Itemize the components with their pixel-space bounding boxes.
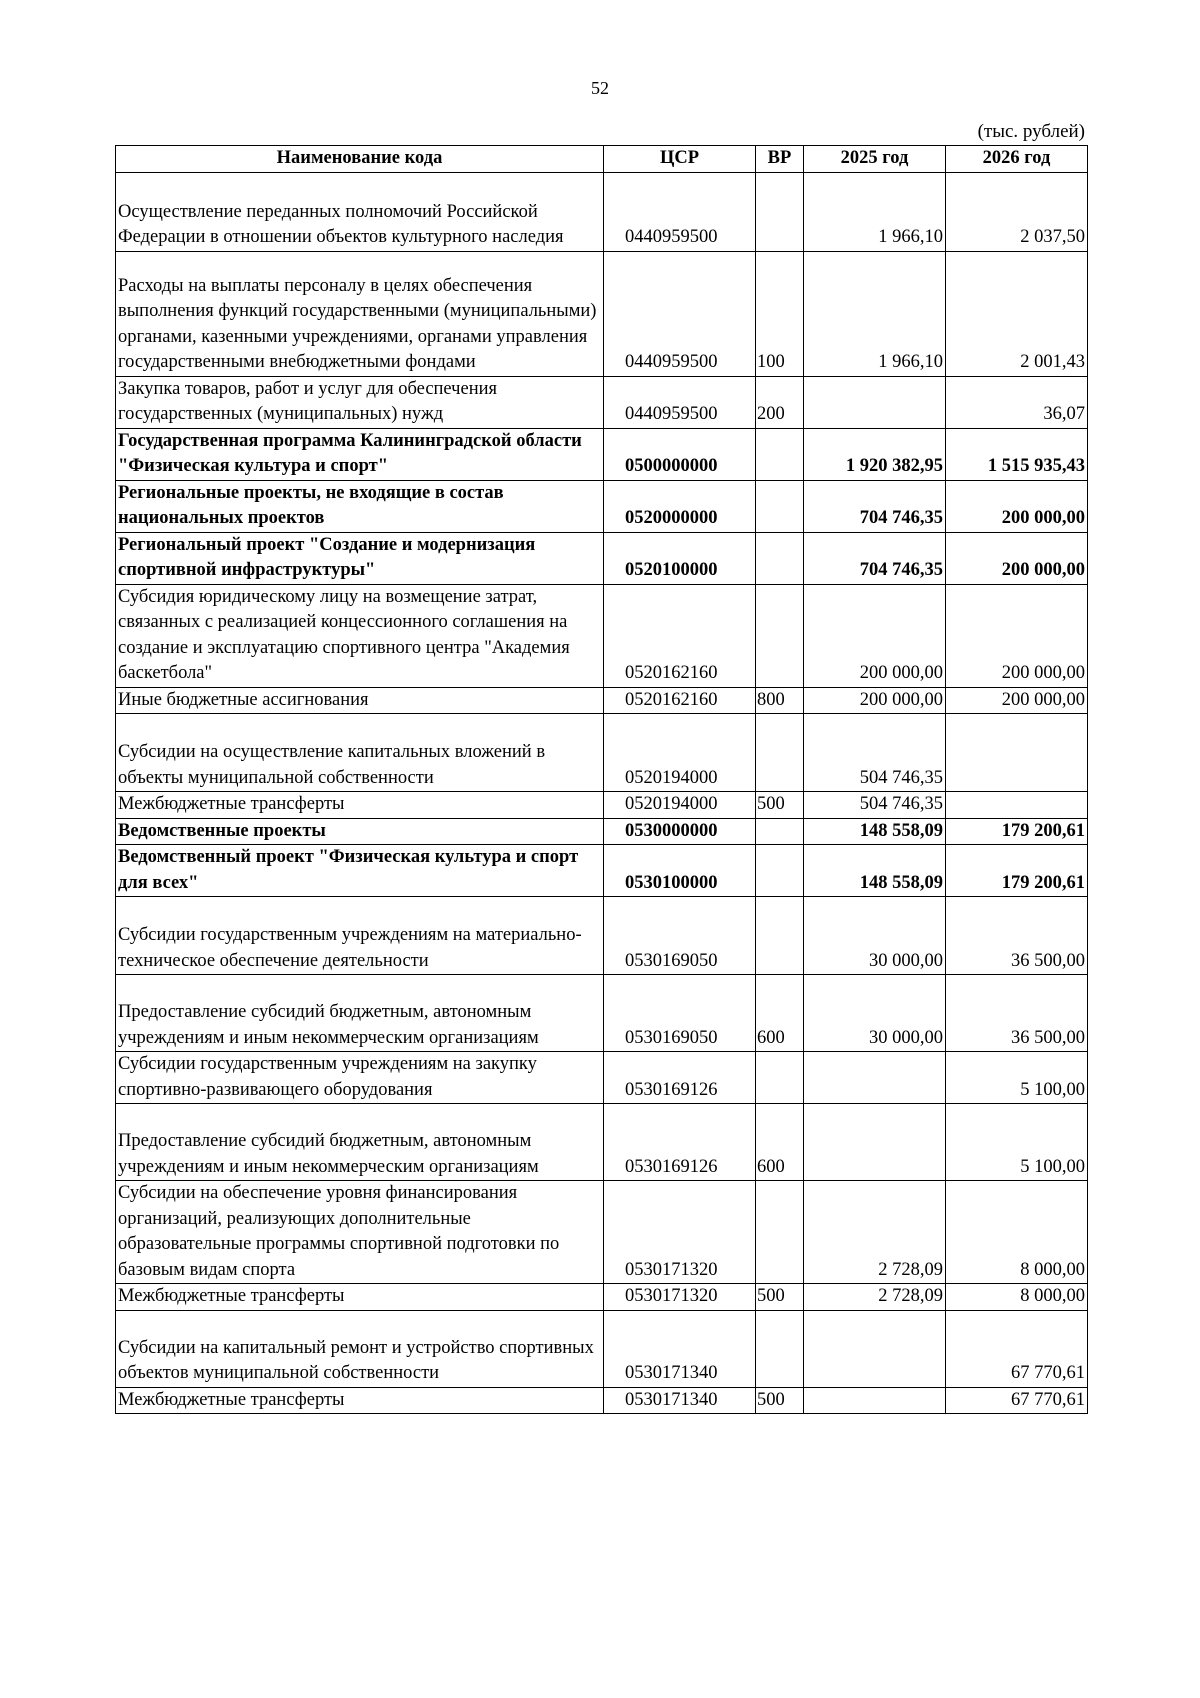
row-2026-cell: 179 200,61 <box>946 818 1088 845</box>
table-row <box>116 1104 1088 1181</box>
table-row <box>116 975 1088 1052</box>
row-vr-cell <box>756 1181 804 1284</box>
header-vr: ВР <box>756 146 804 173</box>
row-2025-cell <box>804 1310 946 1387</box>
row-2025-cell <box>804 1104 946 1181</box>
table-row <box>116 845 1088 897</box>
row-vr-cell: 500 <box>756 792 804 819</box>
row-2025-cell <box>804 1052 946 1104</box>
row-2026-cell: 8 000,00 <box>946 1181 1088 1284</box>
row-csr-cell: 0530169050 <box>604 975 756 1052</box>
row-csr-cell: 0520000000 <box>604 480 756 532</box>
table-row <box>116 818 1088 845</box>
table-row <box>116 714 1088 792</box>
row-2025-cell: 30 000,00 <box>804 975 946 1052</box>
table-row <box>116 1310 1088 1387</box>
row-csr-cell: 0520100000 <box>604 532 756 584</box>
table-row <box>116 1181 1088 1284</box>
row-vr-cell: 800 <box>756 687 804 714</box>
table-row <box>116 687 1088 714</box>
row-name-cell: Субсидии на обеспечение уровня финансирования организаций, реализующих дополнительные образовательные программы спортивной подготовки по базовым видам спорта <box>116 1181 604 1284</box>
row-csr-cell: 0440959500 <box>604 251 756 376</box>
row-csr-cell: 0530171340 <box>604 1310 756 1387</box>
row-2026-cell: 5 100,00 <box>946 1052 1088 1104</box>
table-row <box>116 428 1088 480</box>
row-vr-cell: 500 <box>756 1284 804 1311</box>
row-name-cell: Субсидия юридическому лицу на возмещение затрат, связанных с реализацией концессионного соглашения на создание и эксплуатацию спортивного центра "Академия баскетбола" <box>116 584 604 687</box>
row-csr-cell: 0530171320 <box>604 1284 756 1311</box>
table-row <box>116 1052 1088 1104</box>
row-2025-cell <box>804 1387 946 1414</box>
row-2026-cell: 36 500,00 <box>946 975 1088 1052</box>
row-2025-cell: 2 728,09 <box>804 1284 946 1311</box>
table-row <box>116 792 1088 819</box>
row-2025-cell: 2 728,09 <box>804 1181 946 1284</box>
header-2025: 2025 год <box>804 146 946 173</box>
row-csr-cell: 0530171340 <box>604 1387 756 1414</box>
row-2026-cell: 8 000,00 <box>946 1284 1088 1311</box>
row-vr-cell: 600 <box>756 1104 804 1181</box>
row-2025-cell: 704 746,35 <box>804 480 946 532</box>
row-csr-cell: 0520194000 <box>604 792 756 819</box>
row-csr-cell: 0530169126 <box>604 1104 756 1181</box>
table-header-row <box>116 146 1088 173</box>
row-2026-cell <box>946 792 1088 819</box>
row-vr-cell <box>756 532 804 584</box>
row-name-cell: Предоставление субсидий бюджетным, автономным учреждениям и иным некоммерческим организациям <box>116 1104 604 1181</box>
row-2026-cell: 200 000,00 <box>946 532 1088 584</box>
row-name-cell: Предоставление субсидий бюджетным, автономным учреждениям и иным некоммерческим организациям <box>116 975 604 1052</box>
row-csr-cell: 0440959500 <box>604 376 756 428</box>
row-name-cell: Осуществление переданных полномочий Российской Федерации в отношении объектов культурного наследия <box>116 172 604 251</box>
row-2025-cell <box>804 376 946 428</box>
row-2025-cell: 1 966,10 <box>804 251 946 376</box>
row-2026-cell: 200 000,00 <box>946 687 1088 714</box>
row-name-cell: Субсидии на капитальный ремонт и устройство спортивных объектов муниципальной собственности <box>116 1310 604 1387</box>
table-row <box>116 251 1088 376</box>
table-row <box>116 376 1088 428</box>
row-vr-cell: 200 <box>756 376 804 428</box>
row-vr-cell <box>756 172 804 251</box>
row-2026-cell: 200 000,00 <box>946 584 1088 687</box>
row-name-cell: Межбюджетные трансферты <box>116 792 604 819</box>
row-vr-cell <box>756 428 804 480</box>
row-2026-cell: 2 001,43 <box>946 251 1088 376</box>
table-row <box>116 172 1088 251</box>
row-2025-cell: 30 000,00 <box>804 897 946 975</box>
row-vr-cell <box>756 1052 804 1104</box>
row-vr-cell <box>756 584 804 687</box>
table-row <box>116 1284 1088 1311</box>
row-csr-cell: 0530100000 <box>604 845 756 897</box>
row-name-cell: Межбюджетные трансферты <box>116 1284 604 1311</box>
row-csr-cell: 0530169126 <box>604 1052 756 1104</box>
row-name-cell: Региональные проекты, не входящие в состав национальных проектов <box>116 480 604 532</box>
row-2025-cell: 1 920 382,95 <box>804 428 946 480</box>
row-2025-cell: 148 558,09 <box>804 845 946 897</box>
row-2025-cell: 148 558,09 <box>804 818 946 845</box>
row-2025-cell: 200 000,00 <box>804 584 946 687</box>
row-name-cell: Иные бюджетные ассигнования <box>116 687 604 714</box>
row-vr-cell: 100 <box>756 251 804 376</box>
row-2026-cell: 2 037,50 <box>946 172 1088 251</box>
row-2026-cell: 36,07 <box>946 376 1088 428</box>
row-name-cell: Субсидии государственным учреждениям на материально-техническое обеспечение деятельности <box>116 897 604 975</box>
row-csr-cell: 0520194000 <box>604 714 756 792</box>
row-csr-cell: 0520162160 <box>604 584 756 687</box>
row-2026-cell: 200 000,00 <box>946 480 1088 532</box>
row-2026-cell: 1 515 935,43 <box>946 428 1088 480</box>
table-row <box>116 480 1088 532</box>
row-2025-cell: 1 966,10 <box>804 172 946 251</box>
row-2026-cell <box>946 714 1088 792</box>
row-2025-cell: 504 746,35 <box>804 714 946 792</box>
row-csr-cell: 0440959500 <box>604 172 756 251</box>
table-row <box>116 532 1088 584</box>
table-body <box>116 172 1088 1414</box>
table-row <box>116 897 1088 975</box>
row-2025-cell: 504 746,35 <box>804 792 946 819</box>
row-2025-cell: 704 746,35 <box>804 532 946 584</box>
row-name-cell: Ведомственный проект "Физическая культура и спорт для всех" <box>116 845 604 897</box>
row-name-cell: Ведомственные проекты <box>116 818 604 845</box>
row-2026-cell: 36 500,00 <box>946 897 1088 975</box>
row-name-cell: Государственная программа Калининградской области "Физическая культура и спорт" <box>116 428 604 480</box>
row-vr-cell <box>756 845 804 897</box>
row-csr-cell: 0530169050 <box>604 897 756 975</box>
row-csr-cell: 0500000000 <box>604 428 756 480</box>
row-vr-cell <box>756 1310 804 1387</box>
row-name-cell: Субсидии государственным учреждениям на закупку спортивно-развивающего оборудования <box>116 1052 604 1104</box>
row-vr-cell: 500 <box>756 1387 804 1414</box>
row-vr-cell <box>756 897 804 975</box>
table-row <box>116 584 1088 687</box>
budget-table <box>115 145 1088 1414</box>
header-csr: ЦСР <box>604 146 756 173</box>
row-name-cell: Межбюджетные трансферты <box>116 1387 604 1414</box>
row-name-cell: Расходы на выплаты персоналу в целях обеспечения выполнения функций государственными (муниципальными) органами, казенными учреждениями, органами управления государственными внебюджетными фондами <box>116 251 604 376</box>
row-2026-cell: 5 100,00 <box>946 1104 1088 1181</box>
row-2026-cell: 67 770,61 <box>946 1310 1088 1387</box>
row-vr-cell <box>756 480 804 532</box>
row-name-cell: Субсидии на осуществление капитальных вложений в объекты муниципальной собственности <box>116 714 604 792</box>
units-label: (тыс. рублей) <box>977 121 1085 142</box>
row-name-cell: Закупка товаров, работ и услуг для обеспечения государственных (муниципальных) нужд <box>116 376 604 428</box>
page-number: 52 <box>591 78 609 98</box>
row-2026-cell: 67 770,61 <box>946 1387 1088 1414</box>
row-csr-cell: 0520162160 <box>604 687 756 714</box>
row-name-cell: Региональный проект "Создание и модернизация спортивной инфраструктуры" <box>116 532 604 584</box>
header-name: Наименование кода <box>116 146 604 173</box>
row-vr-cell <box>756 714 804 792</box>
table-row <box>116 1387 1088 1414</box>
row-2026-cell: 179 200,61 <box>946 845 1088 897</box>
row-csr-cell: 0530171320 <box>604 1181 756 1284</box>
header-2026: 2026 год <box>946 146 1088 173</box>
row-vr-cell <box>756 818 804 845</box>
row-2025-cell: 200 000,00 <box>804 687 946 714</box>
row-csr-cell: 0530000000 <box>604 818 756 845</box>
row-vr-cell: 600 <box>756 975 804 1052</box>
